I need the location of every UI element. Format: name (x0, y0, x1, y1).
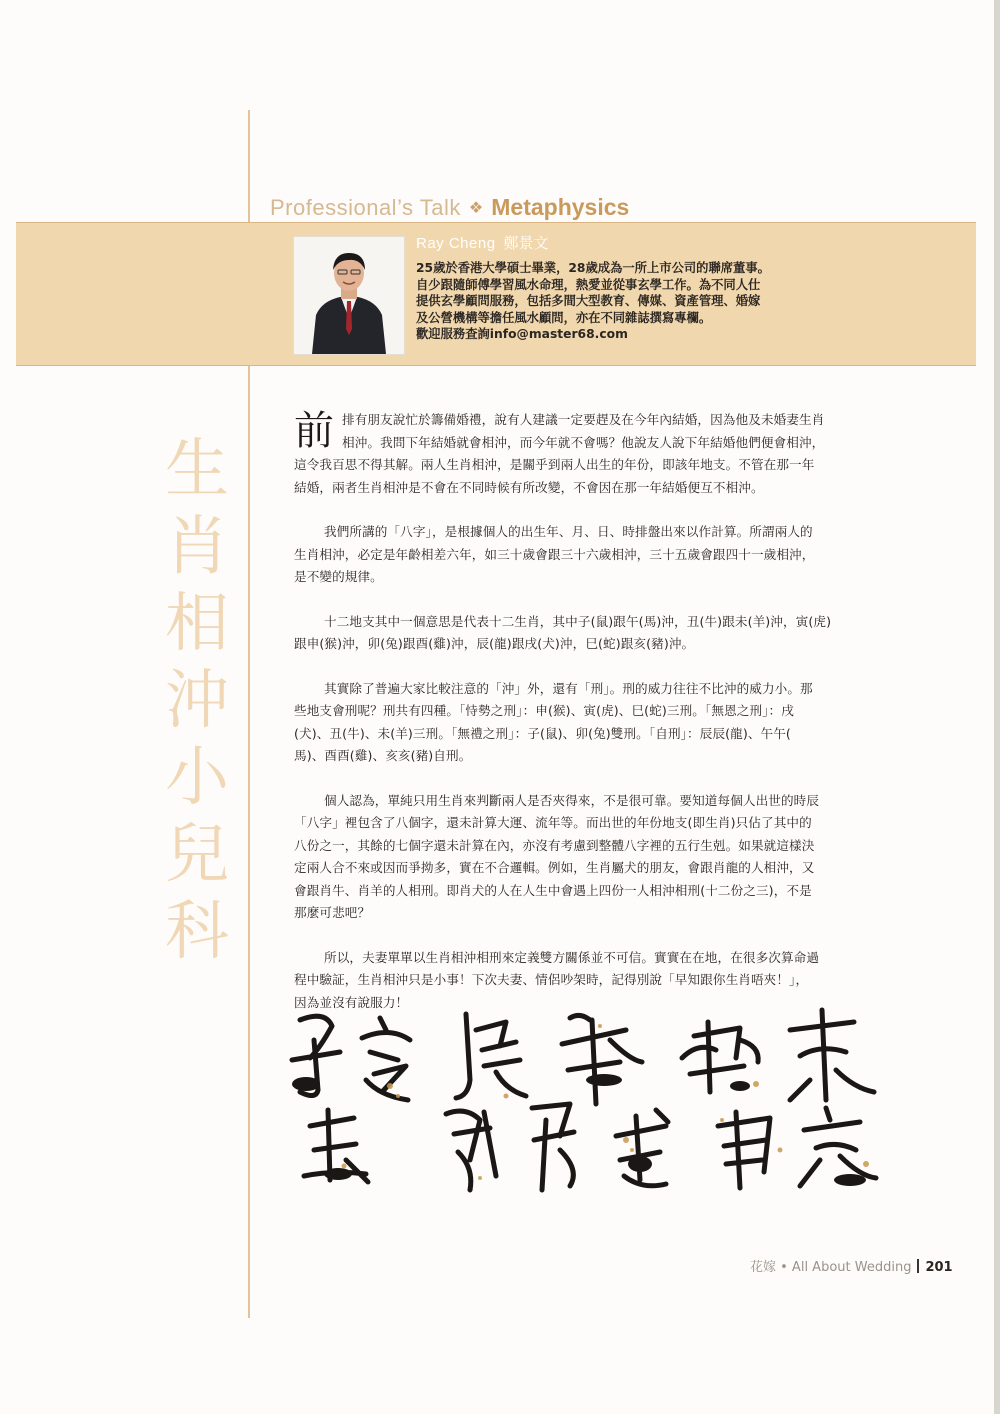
author-name-zh: 鄭景文 (503, 234, 549, 252)
drop-cap: 前 (294, 408, 334, 454)
text-line: 所以，夫妻單單以生肖相沖相刑來定義雙方關係並不可信。實實在在地，在很多次算命過 (324, 949, 820, 965)
title-char: 肖 (165, 510, 229, 584)
paragraph (294, 521, 882, 589)
zodiac-calligraphy-illustration (270, 1000, 900, 1200)
paragraph (294, 678, 882, 768)
text-line: 其實除了普遍大家比較注意的「沖」外，還有「刑」。刑的威力往往不比沖的威力小。那 (324, 680, 813, 696)
text-line: 因為並沒有說服力！ (294, 994, 409, 1010)
title-char: 兒 (165, 818, 229, 892)
text-line: 這令我百思不得其解。兩人生肖相沖，是關乎到兩人出生的年份，即該年地支。不管在那一年 (294, 457, 815, 472)
page-number: 201 (925, 1260, 953, 1275)
text-line: 結婚，兩者生肖相沖是不會在不同時候有所改變，不會因在那一年結婚便互不相沖。 (294, 479, 764, 495)
calligraphy-art (270, 1000, 900, 1200)
text-line: 個人認為，單純只用生肖來判斷兩人是否夾得來，不是很可靠。要知道每個人出世的時辰 (324, 792, 820, 808)
title-char: 相 (165, 587, 229, 661)
text-line: 是不變的規律。 (294, 569, 383, 584)
text-line: 生肖相沖，必定是年齡相差六年，如三十歲會跟三十六歲相沖，三十五歲會跟四十一歲相沖， (294, 546, 815, 562)
title-char: 生 (165, 433, 229, 507)
diamond-icon: ❖ (468, 198, 484, 217)
author-bio (416, 260, 816, 343)
portrait-image (294, 237, 404, 354)
text-line: 會跟肖牛、肖羊的人相刑。即肖犬的人在人生中會遇上四份一人相沖相刑(十二份之三)，不是 (294, 882, 812, 898)
text-line: 排有朋友說忙於籌備婚禮，說有人建議一定要趕及在今年內結婚，因為他及未婚妻生肖 (342, 412, 825, 427)
text-line: 我們所講的「八字」，是根據個人的出生年、月、日、時排盤出來以作計算。所謂兩人的 (324, 524, 813, 539)
author-name (416, 232, 549, 255)
column-series: Professional’s Talk (270, 195, 461, 220)
text-line: 馬)、酉酉(雞)、亥亥(豬)自刑。 (294, 748, 472, 763)
bio-contact-line[interactable]: 歡迎服務查詢info@master68.com (416, 327, 628, 342)
text-line: 八份之一，其餘的七個字還未計算在內，亦沒有考慮到整體八字裡的五行生剋。如果就這樣決 (294, 837, 815, 853)
text-line: 那麼可悲吧？ (294, 905, 371, 920)
text-line: (犬)、丑(牛)、未(羊)三刑。「無禮之刑」：子(鼠)、卯(兔)雙刑。「自刑」：辰辰(龍)、午午( (294, 725, 791, 741)
bio-line: 及公營機構等擔任風水顧問，亦在不同雜誌撰寫專欄。 (416, 310, 712, 325)
title-char: 科 (165, 895, 229, 969)
page-footer (750, 1256, 953, 1275)
title-char: 小 (165, 741, 229, 815)
text-line: 程中驗証，生肖相沖只是小事！下次夫妻、情侶吵架時，記得別說「早知跟你生肖唔夾！」， (294, 972, 809, 987)
paragraph (294, 790, 882, 925)
bio-line: 自少跟隨師傅學習風水命理，熱愛並從事玄學工作。為不同人仕 (416, 277, 761, 292)
author-photo (293, 236, 405, 355)
magazine-name: 花嫁 • All About Wedding (750, 1260, 912, 1275)
text-line: 跟申(猴)沖，卯(兔)跟酉(雞)沖，辰(龍)跟戌(犬)沖，巳(蛇)跟亥(豬)沖。 (294, 636, 695, 651)
bio-line: 25歲於香港大學碩士畢業，28歲成為一所上市公司的聯席董事。 (416, 261, 770, 275)
author-name-en: Ray Cheng (416, 235, 496, 252)
text-line: 定兩人合不來或因而爭拗多，實在不合邏輯。例如，生肖屬犬的朋友，會跟肖龍的人相沖，又 (294, 860, 815, 875)
text-line: 「八字」裡包含了八個字，還未計算大運、流年等。而出世的年份地支(即生肖)只佔了其中的 (294, 815, 812, 830)
text-line: 些地支會刑呢？刑共有四種。「恃勢之刑」：申(猴)、寅(虎)、巳(蛇)三刑。「無恩之刑」：戌 (294, 703, 794, 718)
article-title (162, 432, 232, 971)
bio-line: 提供玄學顧問服務，包括多間大型教育、傳媒、資產管理、婚嫁 (416, 294, 761, 309)
lead-block (294, 409, 882, 454)
page-edge (994, 0, 1000, 1414)
paragraph (294, 611, 882, 656)
paragraph (294, 409, 882, 499)
footer-divider (917, 1259, 919, 1273)
column-topic: Metaphysics (491, 194, 630, 220)
title-char: 沖 (165, 664, 229, 738)
article-body (294, 409, 882, 1036)
column-header (270, 192, 629, 225)
text-line: 相沖。我問下年結婚就會相沖，而今年就不會嗎？他說友人說下年結婚他們便會相沖， (342, 434, 825, 450)
text-line: 十二地支其中一個意思是代表十二生肖，其中子(鼠)跟午(馬)沖，丑(牛)跟未(羊)沖，寅(虎) (324, 613, 832, 629)
